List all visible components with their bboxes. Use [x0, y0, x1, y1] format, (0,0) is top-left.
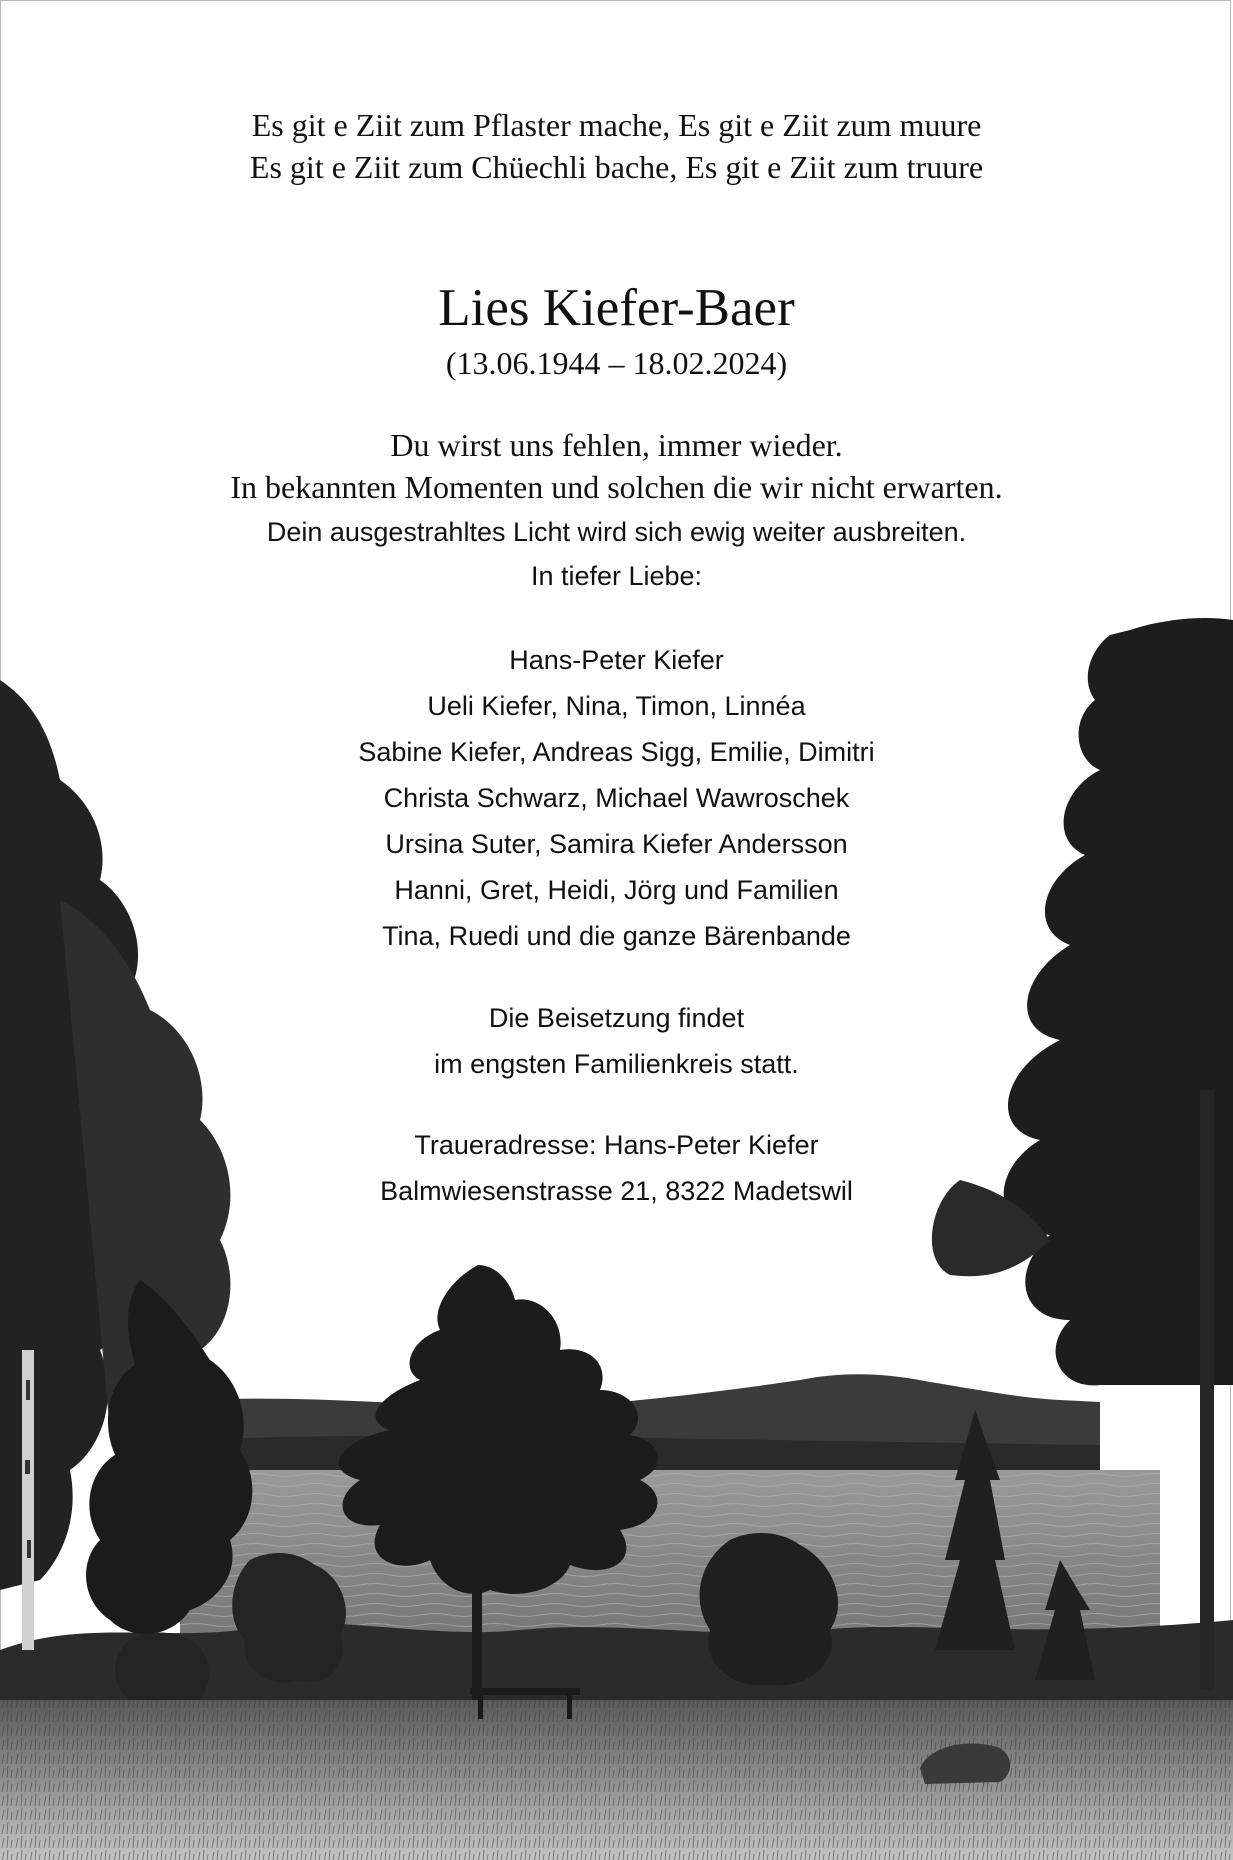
verse-line-3: Dein ausgestrahltes Licht wird sich ewig weiter ausbreiten. — [266, 517, 967, 547]
mourner-line: Hanni, Gret, Heidi, Jörg und Familien — [394, 875, 839, 905]
verse-line-1: Du wirst uns fehlen, immer wieder. — [390, 427, 843, 463]
mourning-address — [0, 1122, 1233, 1214]
mourner-line: Ursina Suter, Samira Kiefer Andersson — [385, 829, 848, 859]
mourner-line: Hans-Peter Kiefer — [509, 645, 724, 675]
mourner-line: Tina, Ruedi und die ganze Bärenbande — [382, 921, 851, 951]
burial-line-2: im engsten Familienkreis statt. — [434, 1049, 799, 1079]
address-line-1: Traueradresse: Hans-Peter Kiefer — [414, 1130, 819, 1160]
motto-line-1: Es git e Ziit zum Pflaster mache, Es git e Ziit zum muure — [251, 107, 982, 143]
mourner-line: Ueli Kiefer, Nina, Timon, Linnéa — [427, 691, 806, 721]
deceased-name: Lies Kiefer-Baer — [438, 279, 795, 337]
mourners-list — [0, 637, 1233, 959]
verse-sans — [0, 510, 1233, 598]
mourner-line: Sabine Kiefer, Andreas Sigg, Emilie, Dimitri — [358, 737, 875, 767]
address-line-2: Balmwiesenstrasse 21, 8322 Madetswil — [380, 1176, 853, 1206]
motto — [0, 104, 1233, 188]
verse-line-4: In tiefer Liebe: — [530, 561, 703, 591]
life-dates: (13.06.1944 – 18.02.2024) — [445, 345, 788, 381]
mourner-line: Christa Schwarz, Michael Wawroschek — [383, 783, 850, 813]
burial-notice — [0, 995, 1233, 1087]
verse-serif — [0, 424, 1233, 508]
verse-line-2: In bekannten Momenten und solchen die wir nicht erwarten. — [230, 469, 1003, 505]
motto-line-2: Es git e Ziit zum Chüechli bache, Es git e Ziit zum truure — [249, 149, 984, 185]
burial-line-1: Die Beisetzung findet — [488, 1003, 745, 1033]
